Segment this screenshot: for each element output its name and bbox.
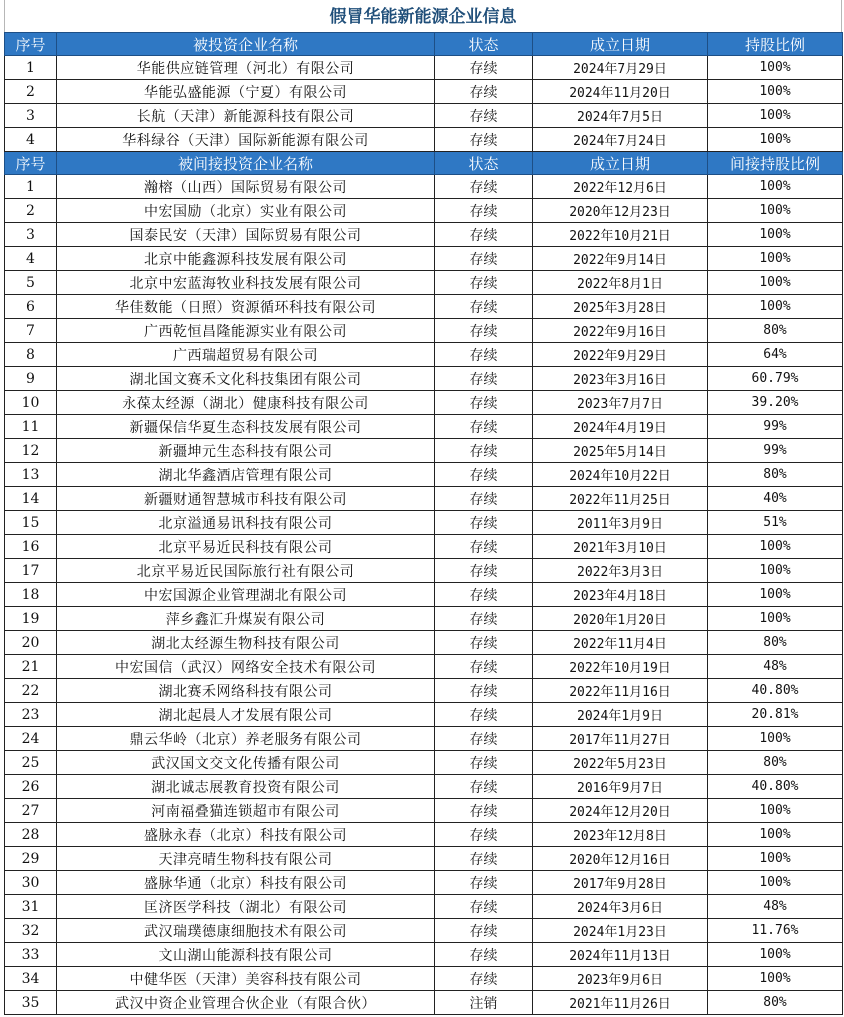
col-header-status[interactable]: 状态	[435, 152, 533, 175]
cell-company-name[interactable]: 匡济医学科技（湖北）有限公司	[57, 895, 435, 919]
cell-status[interactable]: 存续	[435, 583, 533, 607]
cell-share[interactable]: 100%	[708, 727, 843, 751]
cell-status[interactable]: 存续	[435, 535, 533, 559]
cell-share[interactable]: 80%	[708, 319, 843, 343]
cell-index[interactable]: 25	[5, 751, 57, 775]
cell-index[interactable]: 35	[5, 991, 57, 1015]
cell-share[interactable]: 100%	[708, 583, 843, 607]
table-row	[5, 823, 843, 847]
table-row	[5, 871, 843, 895]
cell-index[interactable]: 17	[5, 559, 57, 583]
cell-share[interactable]: 11.76%	[708, 919, 843, 943]
cell-status[interactable]: 存续	[435, 775, 533, 799]
table-row	[5, 751, 843, 775]
cell-company-name[interactable]: 永葆太经源（湖北）健康科技有限公司	[57, 391, 435, 415]
cell-index[interactable]: 3	[5, 223, 57, 247]
cell-index[interactable]: 15	[5, 511, 57, 535]
cell-share[interactable]: 99%	[708, 415, 843, 439]
cell-status[interactable]: 存续	[435, 679, 533, 703]
col-header-date[interactable]: 成立日期	[533, 152, 708, 175]
cell-company-name[interactable]: 盛脉华通（北京）科技有限公司	[57, 871, 435, 895]
cell-status[interactable]: 存续	[435, 199, 533, 223]
table-row	[5, 703, 843, 727]
table-row	[5, 799, 843, 823]
cell-status[interactable]: 存续	[435, 607, 533, 631]
cell-status[interactable]: 存续	[435, 415, 533, 439]
cell-index[interactable]: 10	[5, 391, 57, 415]
cell-status[interactable]: 存续	[435, 967, 533, 991]
indirect-investments	[5, 175, 843, 1015]
cell-share[interactable]: 39.20%	[708, 391, 843, 415]
cell-date[interactable]: 2016年9月7日	[533, 775, 708, 799]
cell-index[interactable]: 19	[5, 607, 57, 631]
cell-company-name[interactable]: 长航（天津）新能源科技有限公司	[57, 104, 435, 128]
sheet-title: 假冒华能新能源企业信息	[4, 0, 842, 32]
cell-index[interactable]: 4	[5, 247, 57, 271]
cell-company-name[interactable]: 鼎云华岭（北京）养老服务有限公司	[57, 727, 435, 751]
cell-index[interactable]: 14	[5, 487, 57, 511]
cell-date[interactable]: 2022年11月16日	[533, 679, 708, 703]
cell-company-name[interactable]: 北京中宏蓝海牧业科技发展有限公司	[57, 271, 435, 295]
cell-status[interactable]: 存续	[435, 271, 533, 295]
cell-index[interactable]: 16	[5, 535, 57, 559]
cell-share[interactable]: 100%	[708, 607, 843, 631]
cell-date[interactable]: 2024年7月29日	[533, 56, 708, 80]
cell-company-name[interactable]: 中宏国信（武汉）网络安全技术有限公司	[57, 655, 435, 679]
cell-index[interactable]: 1	[5, 175, 57, 199]
cell-company-name[interactable]: 华佳数能（日照）资源循环科技有限公司	[57, 295, 435, 319]
table-row	[5, 895, 843, 919]
table-row	[5, 128, 843, 152]
cell-index[interactable]: 27	[5, 799, 57, 823]
table-row	[5, 919, 843, 943]
cell-date[interactable]: 2025年5月14日	[533, 439, 708, 463]
cell-share[interactable]: 100%	[708, 295, 843, 319]
cell-share[interactable]: 100%	[708, 823, 843, 847]
cell-status[interactable]: 存续	[435, 511, 533, 535]
cell-company-name[interactable]: 武汉瑞璞德康细胞技术有限公司	[57, 919, 435, 943]
cell-company-name[interactable]: 华能弘盛能源（宁夏）有限公司	[57, 80, 435, 104]
cell-share[interactable]: 51%	[708, 511, 843, 535]
cell-date[interactable]: 2022年9月29日	[533, 343, 708, 367]
cell-status[interactable]: 存续	[435, 391, 533, 415]
cell-index[interactable]: 24	[5, 727, 57, 751]
col-header-status[interactable]: 状态	[435, 33, 533, 56]
cell-company-name[interactable]: 湖北赛禾网络科技有限公司	[57, 679, 435, 703]
cell-company-name[interactable]: 北京平易近民国际旅行社有限公司	[57, 559, 435, 583]
table-row	[5, 247, 843, 271]
table-row	[5, 439, 843, 463]
table-row	[5, 511, 843, 535]
table-row	[5, 463, 843, 487]
col-header-company[interactable]: 被间接投资企业名称	[57, 152, 435, 175]
cell-share[interactable]: 100%	[708, 80, 843, 104]
table-row	[5, 343, 843, 367]
cell-share[interactable]: 80%	[708, 751, 843, 775]
cell-company-name[interactable]: 中宏国源企业管理湖北有限公司	[57, 583, 435, 607]
col-header-index[interactable]: 序号	[5, 33, 57, 56]
cell-date[interactable]: 2022年12月6日	[533, 175, 708, 199]
cell-company-name[interactable]: 华能供应链管理（河北）有限公司	[57, 56, 435, 80]
table-row	[5, 583, 843, 607]
table-row	[5, 967, 843, 991]
cell-share[interactable]: 80%	[708, 463, 843, 487]
cell-index[interactable]: 18	[5, 583, 57, 607]
cell-date[interactable]: 2022年11月25日	[533, 487, 708, 511]
cell-index[interactable]: 3	[5, 104, 57, 128]
cell-share[interactable]: 100%	[708, 247, 843, 271]
cell-date[interactable]: 2025年3月28日	[533, 295, 708, 319]
cell-company-name[interactable]: 河南福叠猫连锁超市有限公司	[57, 799, 435, 823]
cell-date[interactable]: 2023年3月16日	[533, 367, 708, 391]
cell-index[interactable]: 9	[5, 367, 57, 391]
cell-date[interactable]: 2022年10月19日	[533, 655, 708, 679]
cell-share[interactable]: 100%	[708, 128, 843, 152]
cell-share[interactable]: 100%	[708, 967, 843, 991]
cell-status[interactable]: 存续	[435, 247, 533, 271]
table-row	[5, 607, 843, 631]
cell-date[interactable]: 2023年4月18日	[533, 583, 708, 607]
direct-header-row	[5, 33, 843, 56]
cell-company-name[interactable]: 武汉国文交文化传播有限公司	[57, 751, 435, 775]
cell-status[interactable]: 存续	[435, 104, 533, 128]
cell-share[interactable]: 100%	[708, 56, 843, 80]
cell-company-name[interactable]: 华科绿谷（天津）国际新能源有限公司	[57, 128, 435, 152]
company-table	[4, 32, 843, 1015]
cell-status[interactable]: 存续	[435, 343, 533, 367]
cell-index[interactable]: 12	[5, 439, 57, 463]
cell-share[interactable]: 100%	[708, 223, 843, 247]
cell-company-name[interactable]: 湖北太经源生物科技有限公司	[57, 631, 435, 655]
cell-share[interactable]: 100%	[708, 104, 843, 128]
cell-date[interactable]: 2020年12月16日	[533, 847, 708, 871]
table-row	[5, 943, 843, 967]
col-header-index[interactable]: 序号	[5, 152, 57, 175]
table-row	[5, 991, 843, 1015]
cell-index[interactable]: 7	[5, 319, 57, 343]
table-row	[5, 679, 843, 703]
cell-status[interactable]: 存续	[435, 823, 533, 847]
cell-date[interactable]: 2024年7月5日	[533, 104, 708, 128]
table-row	[5, 631, 843, 655]
table-row	[5, 391, 843, 415]
table-row	[5, 847, 843, 871]
cell-index[interactable]: 22	[5, 679, 57, 703]
cell-share[interactable]: 20.81%	[708, 703, 843, 727]
cell-status[interactable]: 存续	[435, 871, 533, 895]
cell-company-name[interactable]: 天津亮晴生物科技有限公司	[57, 847, 435, 871]
cell-company-name[interactable]: 北京中能鑫源科技发展有限公司	[57, 247, 435, 271]
cell-date[interactable]: 2021年11月26日	[533, 991, 708, 1015]
cell-index[interactable]: 29	[5, 847, 57, 871]
table-row	[5, 367, 843, 391]
cell-share[interactable]: 99%	[708, 439, 843, 463]
table-row	[5, 775, 843, 799]
indirect-header	[5, 152, 843, 175]
cell-company-name[interactable]: 湖北华鑫酒店管理有限公司	[57, 463, 435, 487]
spreadsheet	[4, 0, 842, 1015]
cell-company-name[interactable]: 北京平易近民科技有限公司	[57, 535, 435, 559]
direct-investments	[5, 56, 843, 152]
cell-date[interactable]: 2022年9月14日	[533, 247, 708, 271]
cell-company-name[interactable]: 中健华医（天津）美容科技有限公司	[57, 967, 435, 991]
cell-share[interactable]: 100%	[708, 799, 843, 823]
cell-index[interactable]: 6	[5, 295, 57, 319]
cell-status[interactable]: 存续	[435, 80, 533, 104]
table-row	[5, 199, 843, 223]
cell-status[interactable]: 存续	[435, 559, 533, 583]
cell-status[interactable]: 存续	[435, 367, 533, 391]
cell-index[interactable]: 11	[5, 415, 57, 439]
cell-date[interactable]: 2024年10月22日	[533, 463, 708, 487]
cell-index[interactable]: 21	[5, 655, 57, 679]
cell-date[interactable]: 2024年7月24日	[533, 128, 708, 152]
cell-date[interactable]: 2023年9月6日	[533, 967, 708, 991]
cell-share[interactable]: 100%	[708, 559, 843, 583]
cell-date[interactable]: 2024年1月9日	[533, 703, 708, 727]
cell-index[interactable]: 28	[5, 823, 57, 847]
cell-index[interactable]: 30	[5, 871, 57, 895]
cell-company-name[interactable]: 国泰民安（天津）国际贸易有限公司	[57, 223, 435, 247]
cell-share[interactable]: 100%	[708, 199, 843, 223]
cell-index[interactable]: 5	[5, 271, 57, 295]
cell-index[interactable]: 20	[5, 631, 57, 655]
cell-company-name[interactable]: 萍乡鑫汇升煤炭有限公司	[57, 607, 435, 631]
table-row	[5, 271, 843, 295]
cell-index[interactable]: 1	[5, 56, 57, 80]
cell-index[interactable]: 31	[5, 895, 57, 919]
cell-status[interactable]: 存续	[435, 751, 533, 775]
table-row	[5, 223, 843, 247]
cell-status[interactable]: 存续	[435, 56, 533, 80]
cell-share[interactable]: 64%	[708, 343, 843, 367]
cell-company-name[interactable]: 新疆财通智慧城市科技有限公司	[57, 487, 435, 511]
cell-date[interactable]: 2022年10月21日	[533, 223, 708, 247]
cell-date[interactable]: 2022年11月4日	[533, 631, 708, 655]
cell-status[interactable]: 存续	[435, 895, 533, 919]
cell-date[interactable]: 2022年9月16日	[533, 319, 708, 343]
cell-date[interactable]: 2023年12月8日	[533, 823, 708, 847]
cell-status[interactable]: 存续	[435, 223, 533, 247]
cell-status[interactable]: 存续	[435, 943, 533, 967]
cell-index[interactable]: 2	[5, 199, 57, 223]
table-row	[5, 104, 843, 128]
cell-status[interactable]: 存续	[435, 799, 533, 823]
cell-index[interactable]: 8	[5, 343, 57, 367]
cell-company-name[interactable]: 湖北国文赛禾文化科技集团有限公司	[57, 367, 435, 391]
cell-company-name[interactable]: 中宏国励（北京）实业有限公司	[57, 199, 435, 223]
table-row	[5, 487, 843, 511]
cell-date[interactable]: 2020年12月23日	[533, 199, 708, 223]
table-row	[5, 175, 843, 199]
cell-share[interactable]: 100%	[708, 271, 843, 295]
cell-index[interactable]: 4	[5, 128, 57, 152]
cell-index[interactable]: 34	[5, 967, 57, 991]
cell-status[interactable]: 存续	[435, 319, 533, 343]
cell-date[interactable]: 2024年3月6日	[533, 895, 708, 919]
col-header-date[interactable]: 成立日期	[533, 33, 708, 56]
cell-date[interactable]: 2022年3月3日	[533, 559, 708, 583]
cell-share[interactable]: 40.80%	[708, 775, 843, 799]
cell-date[interactable]: 2020年1月20日	[533, 607, 708, 631]
cell-share[interactable]: 60.79%	[708, 367, 843, 391]
cell-company-name[interactable]: 盛脉永春（北京）科技有限公司	[57, 823, 435, 847]
cell-index[interactable]: 32	[5, 919, 57, 943]
cell-company-name[interactable]: 瀚榕（山西）国际贸易有限公司	[57, 175, 435, 199]
cell-date[interactable]: 2024年1月23日	[533, 919, 708, 943]
cell-company-name[interactable]: 武汉中资企业管理合伙企业（有限合伙）	[57, 991, 435, 1015]
table-row	[5, 415, 843, 439]
cell-status[interactable]: 存续	[435, 703, 533, 727]
cell-index[interactable]: 26	[5, 775, 57, 799]
cell-share[interactable]: 40%	[708, 487, 843, 511]
cell-company-name[interactable]: 广西乾恒昌隆能源实业有限公司	[57, 319, 435, 343]
cell-date[interactable]: 2022年8月1日	[533, 271, 708, 295]
cell-status[interactable]: 存续	[435, 295, 533, 319]
cell-date[interactable]: 2017年9月28日	[533, 871, 708, 895]
table-row	[5, 535, 843, 559]
cell-status[interactable]: 存续	[435, 631, 533, 655]
cell-date[interactable]: 2017年11月27日	[533, 727, 708, 751]
cell-date[interactable]: 2024年4月19日	[533, 415, 708, 439]
table-row	[5, 559, 843, 583]
cell-share[interactable]: 80%	[708, 991, 843, 1015]
cell-index[interactable]: 23	[5, 703, 57, 727]
cell-index[interactable]: 33	[5, 943, 57, 967]
table-row	[5, 80, 843, 104]
cell-share[interactable]: 48%	[708, 895, 843, 919]
cell-date[interactable]: 2022年5月23日	[533, 751, 708, 775]
cell-status[interactable]: 存续	[435, 175, 533, 199]
cell-date[interactable]: 2023年7月7日	[533, 391, 708, 415]
cell-company-name[interactable]: 新疆坤元生态科技有限公司	[57, 439, 435, 463]
table-row	[5, 655, 843, 679]
cell-index[interactable]: 13	[5, 463, 57, 487]
cell-company-name[interactable]: 新疆保信华夏生态科技发展有限公司	[57, 415, 435, 439]
cell-company-name[interactable]: 文山湖山能源科技有限公司	[57, 943, 435, 967]
cell-date[interactable]: 2021年3月10日	[533, 535, 708, 559]
cell-status[interactable]: 存续	[435, 919, 533, 943]
cell-date[interactable]: 2024年12月20日	[533, 799, 708, 823]
cell-share[interactable]: 100%	[708, 175, 843, 199]
col-header-share[interactable]: 间接持股比例	[708, 152, 843, 175]
cell-status[interactable]: 存续	[435, 487, 533, 511]
col-header-company[interactable]: 被投资企业名称	[57, 33, 435, 56]
cell-date[interactable]: 2011年3月9日	[533, 511, 708, 535]
cell-index[interactable]: 2	[5, 80, 57, 104]
cell-status[interactable]: 存续	[435, 439, 533, 463]
table-row	[5, 295, 843, 319]
cell-share[interactable]: 48%	[708, 655, 843, 679]
cell-company-name[interactable]: 广西瑞超贸易有限公司	[57, 343, 435, 367]
cell-status[interactable]: 存续	[435, 128, 533, 152]
cell-share[interactable]: 100%	[708, 535, 843, 559]
cell-company-name[interactable]: 湖北起晨人才发展有限公司	[57, 703, 435, 727]
cell-status[interactable]: 存续	[435, 727, 533, 751]
cell-status[interactable]: 存续	[435, 847, 533, 871]
cell-date[interactable]: 2024年11月20日	[533, 80, 708, 104]
cell-share[interactable]: 80%	[708, 631, 843, 655]
cell-company-name[interactable]: 湖北诚志展教育投资有限公司	[57, 775, 435, 799]
cell-company-name[interactable]: 北京溢通易讯科技有限公司	[57, 511, 435, 535]
table-row	[5, 56, 843, 80]
cell-status[interactable]: 注销	[435, 991, 533, 1015]
cell-share[interactable]: 40.80%	[708, 679, 843, 703]
cell-share[interactable]: 100%	[708, 871, 843, 895]
table-row	[5, 727, 843, 751]
cell-date[interactable]: 2024年11月13日	[533, 943, 708, 967]
cell-status[interactable]: 存续	[435, 655, 533, 679]
cell-status[interactable]: 存续	[435, 463, 533, 487]
indirect-header-row	[5, 152, 843, 175]
cell-share[interactable]: 100%	[708, 943, 843, 967]
col-header-share[interactable]: 持股比例	[708, 33, 843, 56]
table-row	[5, 319, 843, 343]
cell-share[interactable]: 100%	[708, 847, 843, 871]
